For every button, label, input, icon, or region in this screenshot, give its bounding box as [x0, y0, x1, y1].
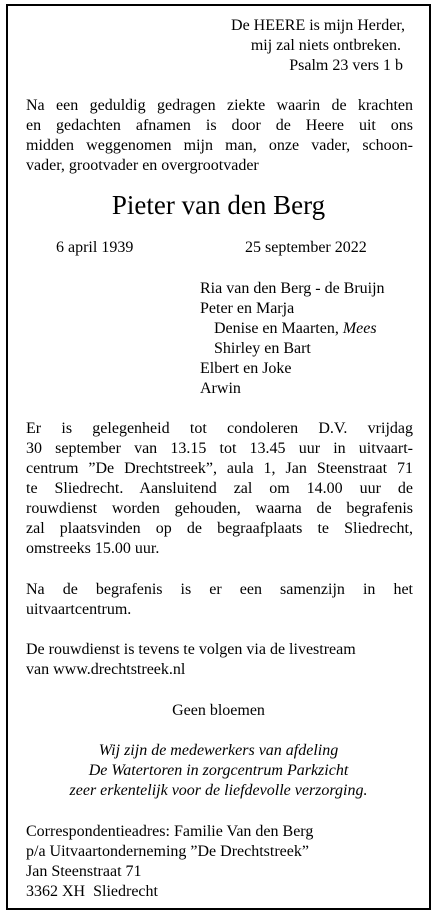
intro-line: vader, grootvader en overgrootvader — [26, 157, 259, 174]
birth-date: 6 april 1939 — [56, 239, 134, 256]
obituary-notice — [6, 4, 431, 910]
livestream-line: van www.drechtstreek.nl — [26, 661, 186, 678]
address-line: Correspondentieadres: Familie Van den Berg — [26, 823, 314, 840]
condolence-line: te Sliedrecht. Aansluitend zal om 14.00 uur de — [26, 480, 413, 497]
family-member: Ria van den Berg - de Bruijn — [200, 280, 385, 297]
family-member: Shirley en Bart — [214, 340, 311, 357]
gathering-line: Na de begrafenis is er een samenzijn in het — [26, 581, 413, 598]
family-member: Arwin — [200, 380, 241, 397]
family-member: Elbert en Joke — [200, 360, 292, 377]
thanks-line: Wij zijn de medewerkers van afdeling — [98, 742, 339, 759]
intro-line: Na een geduldig gedragen ziekte waarin de krachten — [26, 97, 413, 114]
condolence-line: 30 september van 13.15 tot 13.45 uur in uitvaart- — [26, 440, 413, 457]
family-member: Peter en Marja — [200, 300, 295, 317]
address-line: Jan Steenstraat 71 — [26, 863, 142, 880]
thanks-line: De Watertoren in zorgcentrum Parkzicht — [88, 762, 349, 779]
deceased-name: Pieter van den Berg — [111, 190, 326, 220]
motto-line: mij zal niets ontbreken. — [250, 37, 401, 54]
livestream-line: De rouwdienst is tevens te volgen via de livestream — [26, 641, 356, 658]
intro-line: midden weggenomen mijn man, onze vader, schoon- — [26, 137, 413, 154]
grandchild-names: Denise en Maarten, — [214, 320, 343, 337]
address-line: p/a Uitvaartonderneming ”De Drechtstreek” — [26, 843, 309, 860]
motto-line: De HEERE is mijn Herder, — [231, 17, 405, 34]
motto-reference: Psalm 23 vers 1 b — [289, 57, 403, 74]
no-flowers-notice: Geen bloemen — [172, 702, 265, 719]
thanks-line: zeer erkentelijk voor de liefdevolle verzorging. — [69, 782, 368, 799]
address-line: 3362 XH Sliedrecht — [26, 883, 158, 900]
condolence-line: centrum ”De Drechtstreek”, aula 1, Jan Steenstraat 71 — [26, 460, 413, 477]
death-date: 25 september 2022 — [245, 239, 367, 256]
condolence-line: zal plaatsvinden op de begraafplaats te Sliedrecht, — [26, 520, 413, 537]
family-member — [214, 319, 377, 339]
condolence-line: rouwdienst worden gehouden, waarna de begrafenis — [26, 500, 413, 517]
gathering-line: uitvaartcentrum. — [26, 601, 132, 618]
intro-line: en gedachten afnamen is door de Heere uit ons — [26, 117, 413, 134]
condolence-line: omstreeks 15.00 uur. — [26, 540, 160, 557]
great-grandchild-name: Mees — [342, 320, 377, 337]
condolence-line: Er is gelegenheid tot condoleren D.V. vrijdag — [26, 420, 413, 437]
